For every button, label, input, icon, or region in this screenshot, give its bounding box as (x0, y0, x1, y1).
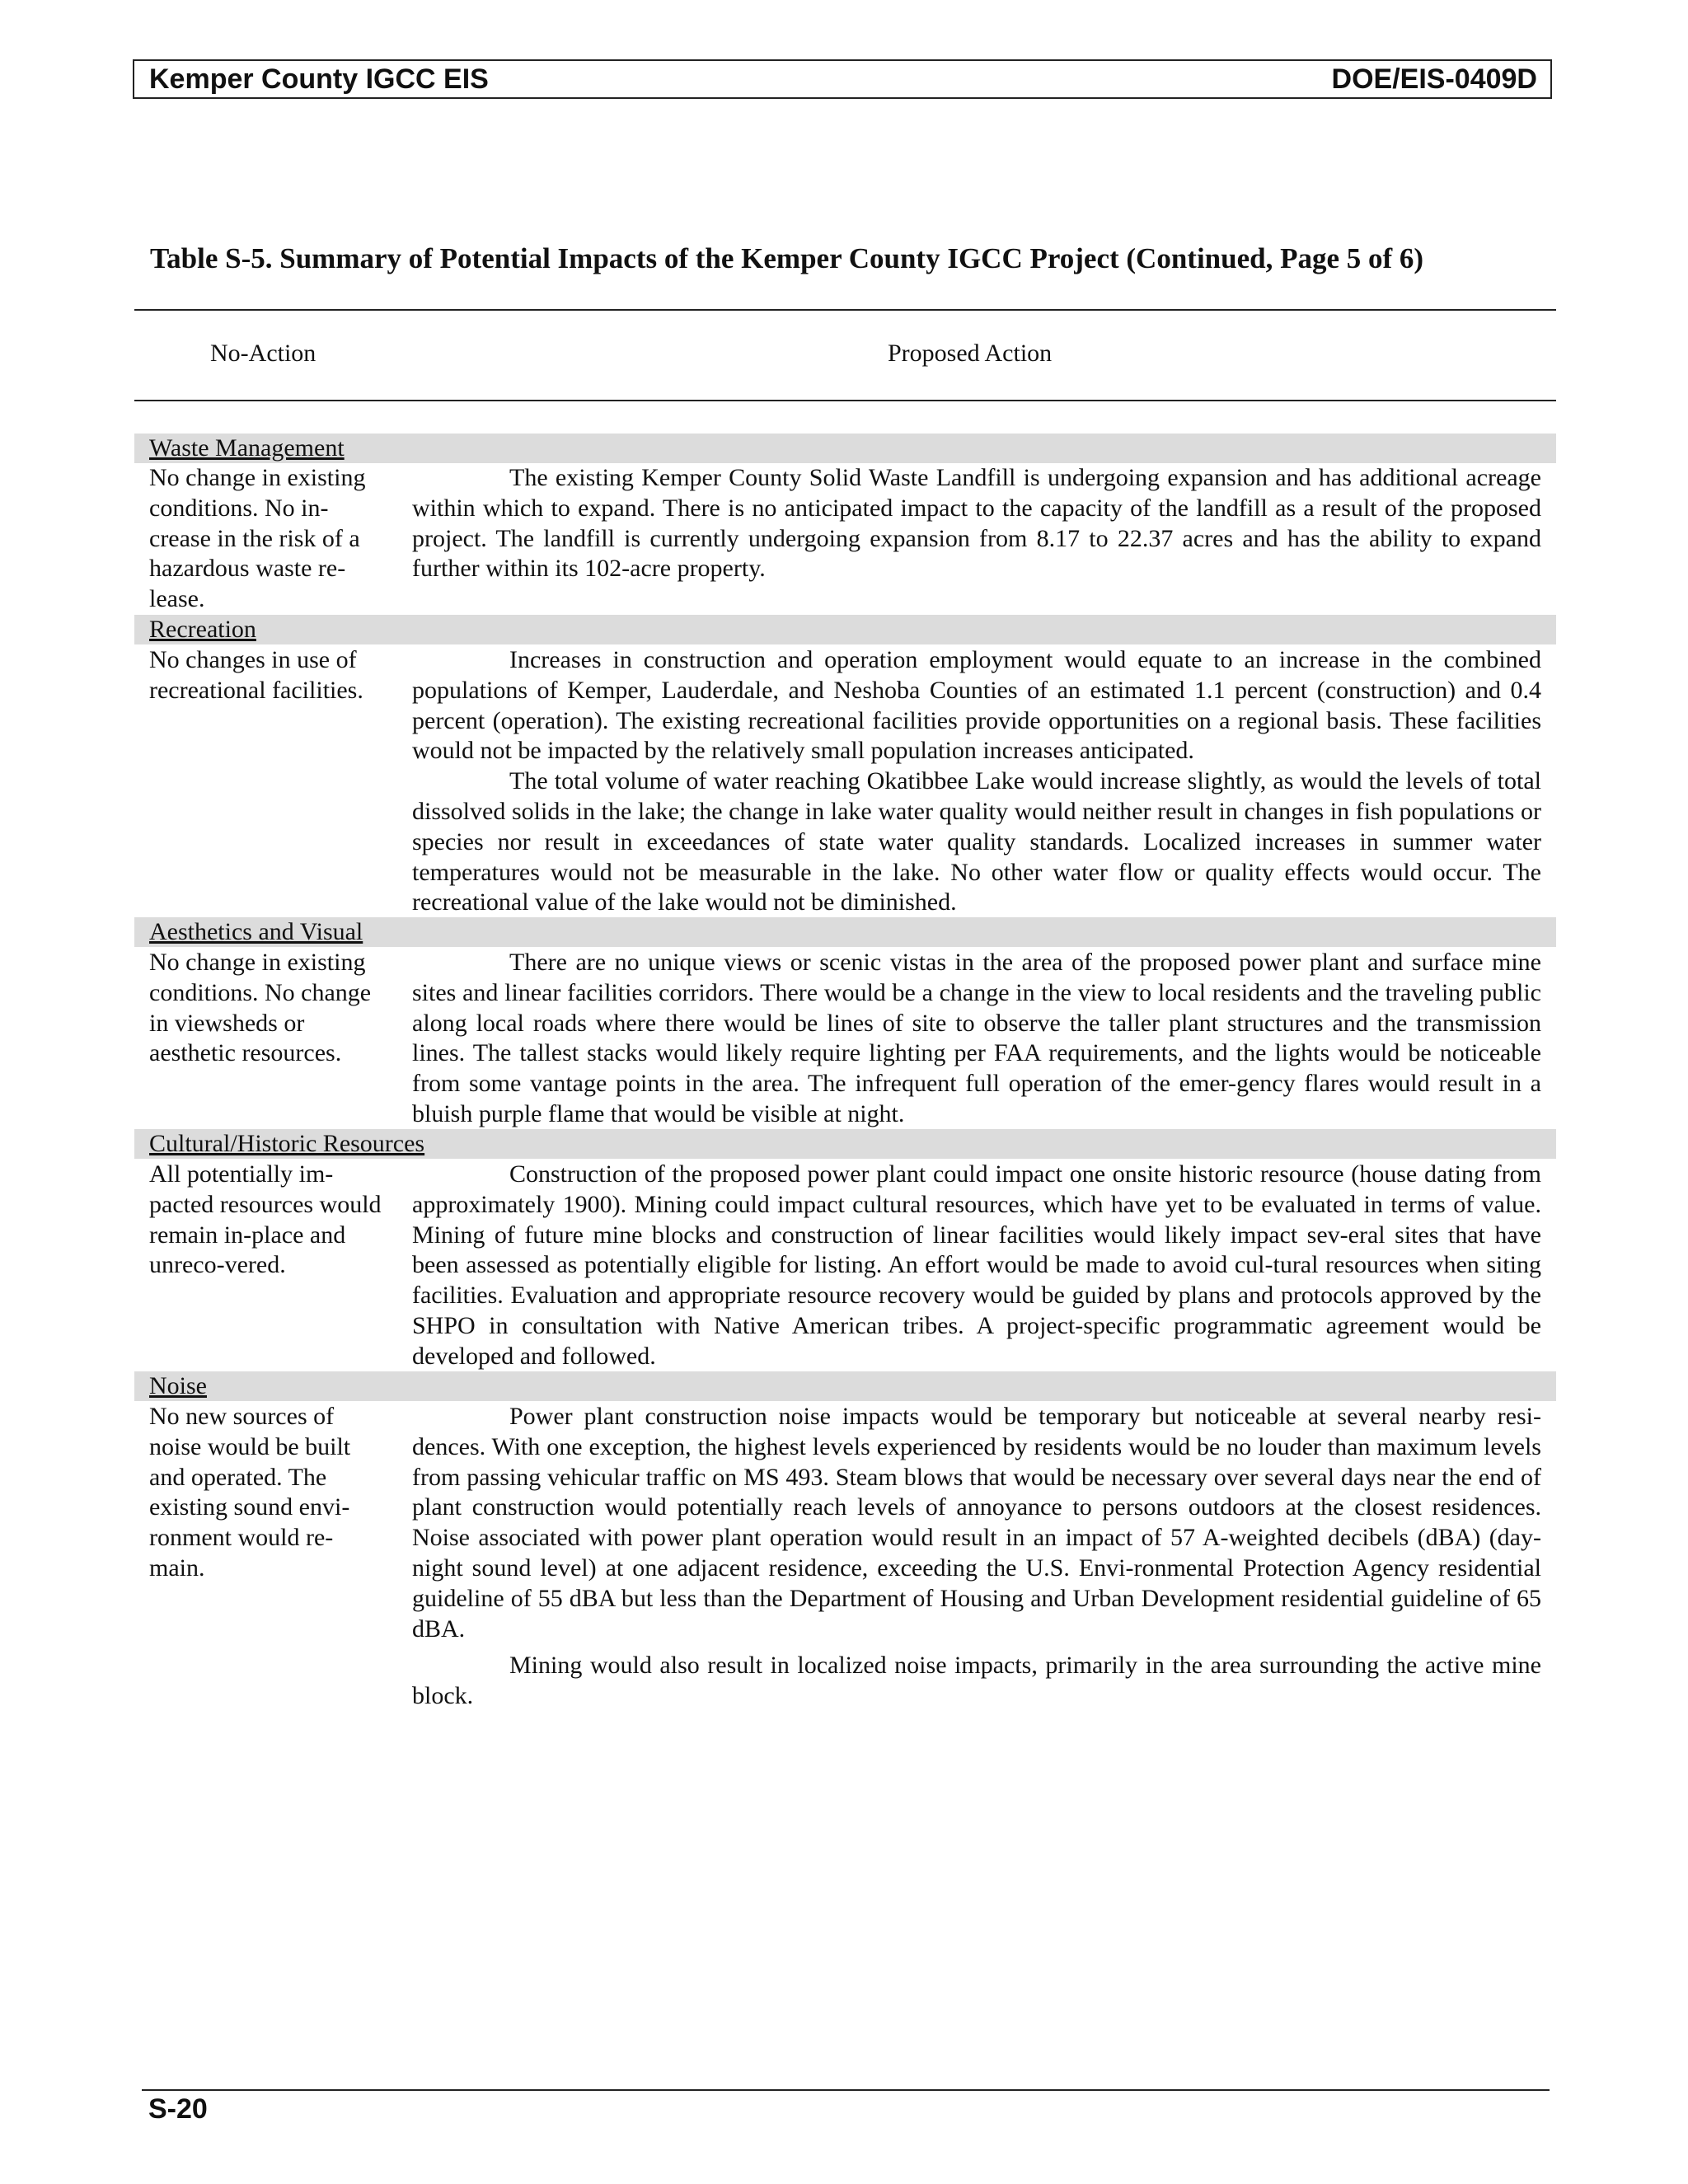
proposed-action-waste-management (412, 463, 1541, 584)
proposed-paragraph: The total volume of water reaching Okatibbee Lake would increase slightly, as would the levels of total dissolved solids in the lake; the change in lake water quality would neither result in changes in fish populations or species nor result in exceedances of state water quality standards. Localized increases in summer water temperatures would not be measurable in the lake. No other water flow or quality effects would occur. The recreational value of the lake would not be diminished. (412, 767, 1541, 916)
proposed-paragraph: Mining would also result in localized noise impacts, primarily in the area surrounding the active mine block. (412, 1652, 1541, 1710)
proposed-paragraph: Construction of the proposed power plant could impact one onsite historic resource (house dating from approximately 1900). Mining could impact cultural resources, which have yet to be evaluated in terms of value. Mining of future mine blocks and construction of linear facilities would likely impact sev-eral sites that have been assessed as potentially eligible for listing. An effort would be made to avoid cul-tural resources when siting facilities. Evaluation and appropriate resource recovery would be guided by plans and protocols approved by the SHPO in consultation with Native American tribes. A project-specific programmatic agreement would be developed and followed. (412, 1160, 1541, 1370)
table-title: Table S-5. Summary of Potential Impacts of the Kemper County IGCC Project (Continued, Page 5 of 6) (150, 242, 1424, 274)
section-title: Cultural/Historic Resources (149, 1130, 425, 1157)
proposed-paragraph: Power plant construction noise impacts would be temporary but noticeable at several nearby resi-dences. With one exception, the highest levels experienced by residents would be no louder than maximum levels from passing vehicular traffic on MS 493. Steam blows that would be necessary over several days near the end of plant construction would potentially reach levels of annoyance to persons outdoors at the closest residences. Noise associated with power plant operation would result in an impact of 57 A-weighted decibels (dBA) (day-night sound level) at one adjacent residence, exceeding the U.S. Envi-ronmental Protection Agency residential guideline of 55 dBA but less than the Department of Housing and Urban Development residential guideline of 65 dBA. (412, 1403, 1541, 1643)
page-number: S-20 (148, 2093, 208, 2125)
column-header-no-action: No-Action (210, 340, 316, 367)
proposed-action-cultural-historic (412, 1160, 1541, 1372)
no-action-noise: No new sources of noise would be built and operated. The existing sound envi-ronment would re-main. (149, 1403, 351, 1582)
proposed-paragraph: The existing Kemper County Solid Waste Landfill is undergoing expansion and has additional acreage within which to expand. There is no anticipated impact to the capacity of the landfill as a result of the proposed project. The landfill is currently undergoing expansion from 8.17 to 22.37 acres and has the ability to expand further within its 102-acre property. (412, 464, 1541, 583)
section-title: Recreation (149, 616, 256, 643)
proposed-paragraph: Increases in construction and operation employment would equate to an increase in the combined populations of Kemper, Lauderdale, and Neshoba Counties of an estimated 1.1 percent (construction) and 0.4 percent (operation). The existing recreational facilities provide opportunities on a regional basis. These facilities would not be impacted by the relatively small population increases anticipated. (412, 646, 1541, 765)
header-title: Kemper County IGCC EIS (149, 63, 489, 95)
section-title: Waste Management (149, 434, 345, 462)
proposed-action-aesthetics-visual (412, 948, 1541, 1130)
header-doc-number: DOE/EIS-0409D (1331, 63, 1537, 95)
footer-rule (142, 2089, 1550, 2091)
no-action-recreation: No changes in use of recreational facilities. (149, 646, 363, 704)
section-title: Aesthetics and Visual (149, 918, 363, 945)
section-title: Noise (149, 1372, 207, 1399)
proposed-paragraph: There are no unique views or scenic vistas in the area of the proposed power plant and surface mine sites and linear facilities corridors. There would be a change in the view to local residents and the traveling public along local roads where there would be lines of site to observe the taller plant structures and the transmission lines. The tallest stacks would likely require lighting per FAA requirements, and the lights would be noticeable from some vantage points in the area. The infrequent full operation of the emer-gency flares would result in a bluish purple flame that would be visible at night. (412, 949, 1541, 1127)
table-top-rule (134, 309, 1556, 311)
section-header-cultural-historic (134, 1129, 1556, 1159)
column-header-rule (134, 400, 1556, 401)
proposed-action-noise (412, 1402, 1541, 1712)
proposed-action-recreation (412, 645, 1541, 918)
section-header-waste-management (134, 434, 1556, 463)
column-header-proposed-action: Proposed Action (888, 340, 1053, 367)
section-header-recreation (134, 615, 1556, 644)
no-action-aesthetics-visual: No change in existing conditions. No change in viewsheds or aesthetic resources. (149, 949, 372, 1067)
section-header-noise (134, 1371, 1556, 1401)
no-action-cultural-historic: All potentially im-pacted resources would remain in-place and unreco-vered. (149, 1160, 382, 1279)
section-header-aesthetics-visual (134, 917, 1556, 947)
no-action-waste-management: No change in existing conditions. No in-crease in the risk of a hazardous waste re-lease. (149, 464, 366, 613)
running-header (133, 59, 1552, 99)
